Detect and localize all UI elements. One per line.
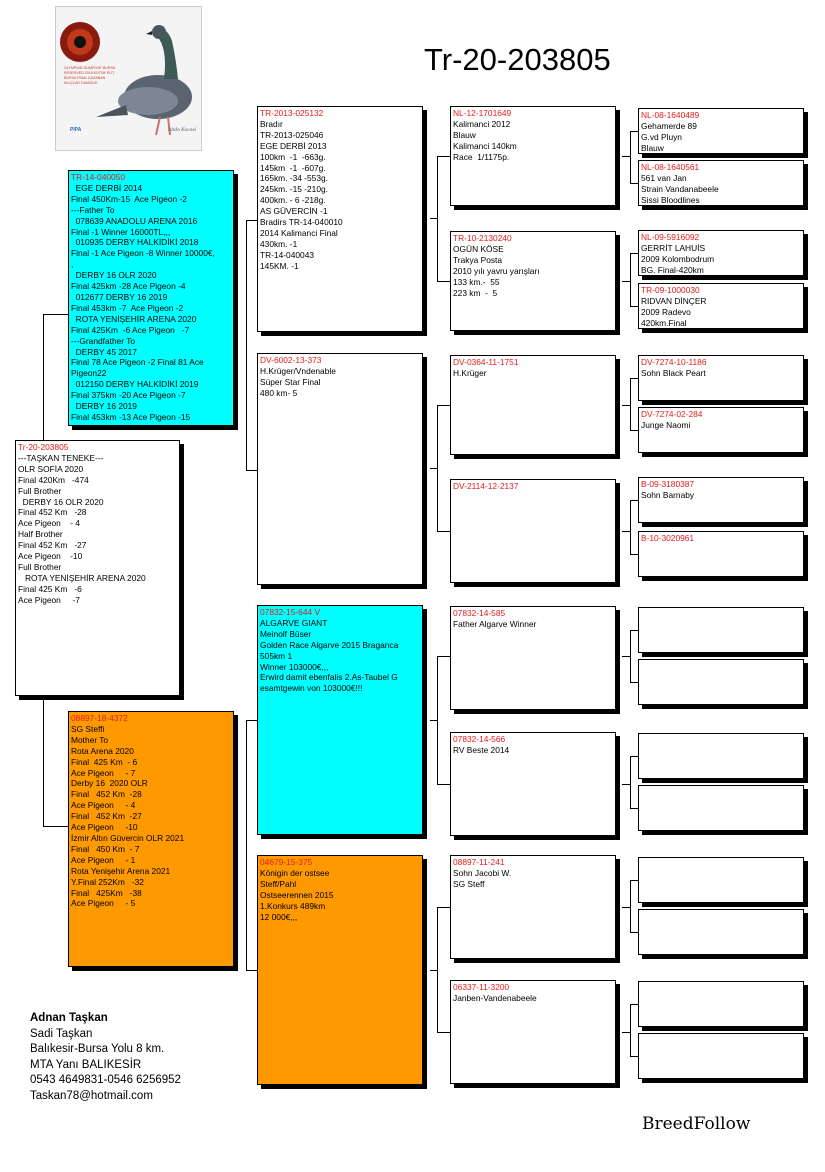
detail-line: 145KM. -1 xyxy=(260,260,299,271)
connector-line xyxy=(43,314,44,440)
detail-line: Mother To xyxy=(71,734,109,745)
gen5-card[interactable] xyxy=(638,659,804,705)
detail-line: 223 km - 5 xyxy=(453,287,498,298)
detail-line: GERRİT LAHUİS xyxy=(641,242,706,253)
connector-line xyxy=(630,756,631,808)
sss-ring-id: NL-12-1701649 xyxy=(453,108,512,118)
dss-ring-id: 07832-14-585 xyxy=(453,608,506,618)
detail-line: Full Brother xyxy=(18,561,62,572)
dam-card[interactable] xyxy=(68,711,234,967)
gen5-ring-id: DV-7274-02-284 xyxy=(641,409,703,419)
connector-line xyxy=(430,720,437,721)
detail-line: SG Steffi xyxy=(71,723,105,734)
detail-line: Steff/Pahl xyxy=(260,878,297,889)
page-title: Tr-20-203805 xyxy=(424,42,611,77)
detail-line: 010935 DERBY HALKİDİKİ 2018 xyxy=(71,237,199,248)
detail-line: , xyxy=(71,259,74,270)
detail-line: Winner 103000€,,, xyxy=(260,661,329,672)
ssd-details xyxy=(453,244,613,299)
detail-line: 078639 ANADOLU ARENA 2016 xyxy=(71,215,198,226)
detail-line: ALGARVE GIANT xyxy=(260,617,328,628)
sdd-ring-id: DV-2114-12-2137 xyxy=(453,481,519,491)
detail-line: Final 425 Km - 6 xyxy=(71,756,138,767)
sire-sire-ring-id: TR-2013-025132 xyxy=(260,108,324,118)
gen5-ring-id: NL-08-1640489 xyxy=(641,110,700,120)
detail-line: Strain Vandanabeele xyxy=(641,183,719,194)
detail-line: Derby 16 2020 OLR xyxy=(71,778,148,789)
connector-line xyxy=(630,880,638,881)
gen5-card[interactable] xyxy=(638,531,804,577)
connector-line xyxy=(437,1032,450,1033)
detail-line: RV Beste 2014 xyxy=(453,744,510,755)
detail-line: Final 425Km -6 Ace Pigeon -7 xyxy=(71,324,190,335)
contact-line: Sadi Taşkan xyxy=(30,1027,93,1040)
ssd-card[interactable] xyxy=(450,231,616,331)
detail-line: Blauw xyxy=(641,142,664,153)
connector-line xyxy=(630,1004,631,1056)
detail-line: 145km -1 -607g. xyxy=(260,162,326,173)
detail-line: BG. Final-420km xyxy=(641,264,704,275)
gen5-card[interactable] xyxy=(638,1033,804,1079)
detail-line: 400km. - 6 -218g. xyxy=(260,195,326,206)
detail-line: 2009 Kolombodrum xyxy=(641,253,715,264)
detail-line: 1.Konkurs 489km xyxy=(260,900,326,911)
dds-ring-id: 08897-11-241 xyxy=(453,857,505,867)
detail-line: DERBY 45 2017 xyxy=(71,346,137,357)
detail-line: 420km.Final xyxy=(641,317,687,328)
connector-line xyxy=(622,784,630,785)
detail-line: Junge Naomi xyxy=(641,419,691,430)
connector-line xyxy=(437,281,450,282)
connector-line xyxy=(630,500,631,554)
detail-line: 165km. -34 -553g. xyxy=(260,173,328,184)
detail-line: 133 km.- 55 xyxy=(453,276,500,287)
detail-line: 505km 1 xyxy=(260,650,293,661)
dam-sire-details xyxy=(260,618,420,694)
detail-line: İzmir Altın Güvercin OLR 2021 xyxy=(71,832,185,843)
dds-card[interactable] xyxy=(450,855,616,959)
detail-line: Blauw xyxy=(453,129,476,140)
detail-line: Final 453km -13 Ace Pigeon -15 xyxy=(71,411,191,422)
connector-line xyxy=(246,426,247,470)
connector-line xyxy=(246,970,257,971)
dam-dam-card[interactable] xyxy=(257,855,423,1085)
detail-line: H.Krüger/Vndenable xyxy=(260,365,336,376)
gen5-ring-id: DV-7274-10-1186 xyxy=(641,357,707,367)
connector-line xyxy=(630,378,638,379)
connector-line xyxy=(622,1032,630,1033)
detail-line: Ace Pigeon - 4 xyxy=(18,518,80,529)
detail-line: TR-2013-025046 xyxy=(260,129,324,140)
detail-line: Sohn Jacobi W. xyxy=(453,867,512,878)
dss-card[interactable] xyxy=(450,606,616,710)
subject-card[interactable] xyxy=(15,440,180,696)
detail-line: 245km. -15 -210g. xyxy=(260,184,328,195)
connector-line xyxy=(630,630,631,682)
connector-line xyxy=(246,470,257,471)
gen5-card[interactable] xyxy=(638,407,804,453)
detail-line: Final 78 Ace Pigeon -2 Final 81 Ace xyxy=(71,357,204,368)
sire-details xyxy=(71,183,231,423)
detail-line: Ace Pigeon -10 xyxy=(71,822,138,833)
connector-line xyxy=(630,880,631,932)
gen5-card[interactable] xyxy=(638,160,804,206)
gen5-card[interactable] xyxy=(638,230,804,276)
detail-line: EGE DERBİ 2013 xyxy=(260,140,327,151)
detail-line: Final 450 Km - 7 xyxy=(71,843,140,854)
dss-details xyxy=(453,619,613,630)
detail-line: Race 1/1175p. xyxy=(453,151,510,162)
pigeon-photo xyxy=(55,6,202,151)
dds-details xyxy=(453,868,613,890)
detail-line: SG Steff xyxy=(453,878,485,889)
detail-line: DERBY 16 2019 xyxy=(71,401,137,412)
detail-line: Ostseerennen 2015 xyxy=(260,889,334,900)
detail-line: Rota Yenişehir Arena 2021 xyxy=(71,865,171,876)
detail-line: Final 452 Km -28 xyxy=(18,507,87,518)
sire-sire-details xyxy=(260,119,420,272)
breeder-name: Adnan Taşkan xyxy=(30,1012,108,1024)
contact-email[interactable]: Taskan78@hotmail.com xyxy=(30,1089,153,1102)
detail-line: Rota Arena 2020 xyxy=(71,745,134,756)
detail-line: Half Brother xyxy=(18,529,63,540)
connector-line xyxy=(246,720,257,721)
gen5-card[interactable] xyxy=(638,909,804,955)
detail-line: Final 452 Km -27 xyxy=(18,540,87,551)
connector-line xyxy=(437,907,450,908)
pigeon-image xyxy=(56,7,201,150)
connector-line xyxy=(437,405,438,531)
detail-line: Süper Star Final xyxy=(260,376,321,387)
connector-line xyxy=(437,784,450,785)
connector-line xyxy=(43,700,44,826)
connector-line xyxy=(630,131,638,132)
sire-sire-card[interactable] xyxy=(257,106,423,332)
detail-line: Erwird damit ebenfalis 2.As-Taubel G xyxy=(260,672,398,683)
connector-line xyxy=(246,220,257,221)
detail-line: H.Krüger xyxy=(453,367,487,378)
detail-line: ROTA YENİŞEHİR ARENA 2020 xyxy=(71,313,197,324)
connector-line xyxy=(430,970,437,971)
detail-line: ---TAŞKAN TENEKE--- xyxy=(18,452,104,463)
dsd-ring-id: 07832-14-566 xyxy=(453,734,506,744)
dam-ring-id: 08897-18-4372 xyxy=(71,713,128,723)
connector-line xyxy=(437,405,450,406)
detail-line: 480 km- 5 xyxy=(260,387,298,398)
gen5-card[interactable] xyxy=(638,733,804,779)
detail-line: Meinolf Büser xyxy=(260,628,312,639)
contact-line: Balıkesir-Bursa Yolu 8 km. xyxy=(30,1043,165,1055)
sire-dam-ring-id: DV-6002-13-373 xyxy=(260,355,322,365)
connector-line xyxy=(430,218,437,219)
detail-line: Final 452 Km -27 xyxy=(71,811,142,822)
detail-line: G.vd Pluyn xyxy=(641,131,682,142)
detail-line: Sissi Bloodlines xyxy=(641,194,700,205)
connector-line xyxy=(630,1004,638,1005)
contact-phone: 0543 4649831-0546 6256952 xyxy=(30,1074,181,1086)
detail-line: Final 425km -28 Ace Pigeon -4 xyxy=(71,281,186,292)
detail-line: Bradirs TR-14-040010 xyxy=(260,217,343,228)
connector-line xyxy=(437,656,450,657)
sire-dam-card[interactable] xyxy=(257,353,423,585)
detail-line: Father Algarve Winner xyxy=(453,618,537,629)
detail-line: Janben-Vandenabeele xyxy=(453,992,537,1003)
dam-details xyxy=(71,724,231,909)
gen5-card[interactable] xyxy=(638,981,804,1027)
detail-line: DERBY 16 OLR 2020 xyxy=(71,270,157,281)
connector-line xyxy=(630,554,638,555)
connector-line xyxy=(630,253,631,306)
detail-line: Ace Pigeon - 1 xyxy=(71,854,136,865)
connector-line xyxy=(630,682,638,683)
gen5-card[interactable] xyxy=(638,785,804,831)
connector-line xyxy=(437,907,438,1032)
connector-line xyxy=(622,531,630,532)
gen5-ring-id: B-09-3180387 xyxy=(641,479,695,489)
sds-details xyxy=(453,368,613,379)
detail-line: Trakya Posta xyxy=(453,254,503,265)
detail-line: Sohn Barnaby xyxy=(641,489,695,500)
ssd-ring-id: TR-10-2130240 xyxy=(453,233,512,243)
sire-dam-details xyxy=(260,366,420,399)
detail-line: 12 000€,,, xyxy=(260,911,298,922)
connector-line xyxy=(630,756,638,757)
connector-line xyxy=(430,468,437,469)
connector-line xyxy=(246,720,247,840)
detail-line: Kalimanci 140km xyxy=(453,140,517,151)
dam-sire-ring-id: 07832-15-644 V xyxy=(260,607,321,617)
connector-line xyxy=(630,306,638,307)
gen5-ring-id: NL-09-5916092 xyxy=(641,232,700,242)
detail-line: Golden Race Algarve 2015 Braganca xyxy=(260,639,399,650)
connector-line xyxy=(437,156,438,281)
ddd-card[interactable] xyxy=(450,980,616,1084)
dsd-details xyxy=(453,745,613,756)
connector-line xyxy=(630,378,631,430)
connector-line xyxy=(630,131,631,183)
detail-line: Final 425 Km -6 xyxy=(18,583,82,594)
detail-line: Pigeon22 xyxy=(71,368,107,379)
detail-line: Final 425Km -38 xyxy=(71,887,142,898)
connector-line xyxy=(246,220,247,426)
gen5-card[interactable] xyxy=(638,283,804,329)
detail-line: ---Father To xyxy=(71,204,115,215)
connector-line xyxy=(630,253,638,254)
contact-line: MTA Yanı BALIKESİR xyxy=(30,1058,142,1071)
connector-line xyxy=(437,656,438,784)
detail-line: 100km -1 -663g. xyxy=(260,151,326,162)
photo-signature: Abdo Kocosi xyxy=(168,128,197,133)
connector-line xyxy=(622,907,630,908)
detail-line: TR-14-040043 xyxy=(260,249,315,260)
detail-line: Final 420Km -474 xyxy=(18,474,89,485)
detail-line: ---Grandfather To xyxy=(71,335,136,346)
detail-line: AS GÜVERCİN -1 xyxy=(260,206,328,217)
gen5-card[interactable] xyxy=(638,857,804,903)
detail-line: Ace Pigeon -7 xyxy=(18,594,80,605)
detail-line: Full Brother xyxy=(18,485,62,496)
gen5-ring-id: B-10-3020961 xyxy=(641,533,695,543)
detail-line: 012677 DERBY 16 2019 xyxy=(71,291,168,302)
detail-line: EGE DERBİ 2014 xyxy=(71,182,143,193)
gen5-card[interactable] xyxy=(638,477,804,523)
photo-text-4: KILIÇLAR DAMIZLIK xyxy=(64,81,98,85)
detail-line: 561 van Jan xyxy=(641,172,687,183)
connector-line xyxy=(630,630,638,631)
detail-line: 2009 Radevo xyxy=(641,306,691,317)
sire-ring-id: TR-14-040050 xyxy=(71,172,126,182)
sss-details xyxy=(453,119,613,163)
detail-line: ROTA YENİŞEHİR ARENA 2020 xyxy=(18,572,146,583)
connector-line xyxy=(43,314,68,315)
detail-line: DERBY 16 OLR 2020 xyxy=(18,496,104,507)
dam-dam-details xyxy=(260,868,420,923)
dsd-card[interactable] xyxy=(450,732,616,836)
detail-line: Königin der ostsee xyxy=(260,867,330,878)
gen5-ring-id: NL-08-1640561 xyxy=(641,162,700,172)
connector-line xyxy=(630,500,638,501)
detail-line: Final -1 Winner 16000TL,,, xyxy=(71,226,171,237)
connector-line xyxy=(437,156,450,157)
dam-dam-ring-id: 04679-15-375 xyxy=(260,857,313,867)
connector-line xyxy=(630,1056,638,1057)
subject-ring-id: Tr-20-203805 xyxy=(18,442,69,452)
detail-line: Ace Pigeon - 5 xyxy=(71,898,136,909)
detail-line: Final 375km -20 Ace Pigeon -7 xyxy=(71,390,186,401)
detail-line: Final -1 Ace Pigeon -8 Winner 10000€, xyxy=(71,248,215,259)
ddd-ring-id: 06337-11-3200 xyxy=(453,982,510,992)
connector-line xyxy=(43,826,68,827)
detail-line: OGÜN KÖSE xyxy=(453,243,504,254)
detail-line: Y.Final 252Km -32 xyxy=(71,876,144,887)
connector-line xyxy=(437,531,450,532)
breeder-contact xyxy=(30,1011,181,1104)
photo-text-2: RESERVED 2018 KÜTÜK ELİT xyxy=(64,71,115,75)
detail-line: RIDVAN DİNÇER xyxy=(641,295,707,306)
connector-line xyxy=(622,281,630,282)
connector-line xyxy=(630,932,638,933)
ddd-details xyxy=(453,993,613,1004)
gen5-card[interactable] xyxy=(638,607,804,653)
sire-card[interactable] xyxy=(68,170,234,426)
detail-line: Ace Pigeon - 7 xyxy=(71,767,136,778)
connector-line xyxy=(246,840,247,970)
subject-details xyxy=(18,453,177,606)
connector-line xyxy=(630,430,638,431)
sdd-card[interactable] xyxy=(450,479,616,583)
detail-line: 2014 Kalimanci Final xyxy=(260,227,338,238)
connector-line xyxy=(622,156,630,157)
detail-line: Sohn Black Peart xyxy=(641,367,706,378)
sds-card[interactable] xyxy=(450,355,616,455)
detail-line: Bradır xyxy=(260,118,283,129)
detail-line: 012150 DERBY HALKİDİKİ 2019 xyxy=(71,379,199,390)
detail-line: Final 452 Km -28 xyxy=(71,789,142,800)
photo-text-3: BURSA FİNAL KAZANAN xyxy=(64,76,106,80)
connector-line xyxy=(630,183,638,184)
dam-sire-card[interactable] xyxy=(257,605,423,835)
connector-line xyxy=(622,656,630,657)
detail-line: OLR SOFİA 2020 xyxy=(18,463,84,474)
detail-line: Ace Pigeon -10 xyxy=(18,551,83,562)
pipa-logo: PIPA xyxy=(70,127,82,133)
sss-card[interactable] xyxy=(450,106,616,206)
detail-line: 2010 yılı yavru yarışları xyxy=(453,265,540,276)
detail-line: Final 450Km-15 Ace Pigeon -2 xyxy=(71,193,187,204)
detail-line: esamtgewin von 103000€!!! xyxy=(260,683,363,694)
photo-text-1: OLYMPIAD OLIMPIYAT BURSA xyxy=(64,66,116,70)
detail-line: Gehamerde 89 xyxy=(641,120,697,131)
detail-line: Kalimanci 2012 xyxy=(453,118,511,129)
sds-ring-id: DV-0364-11-1751 xyxy=(453,357,519,367)
gen5-card[interactable] xyxy=(638,108,804,154)
gen5-ring-id: TR-09-1000030 xyxy=(641,285,700,295)
connector-line xyxy=(630,808,638,809)
connector-line xyxy=(622,405,630,406)
gen5-card[interactable] xyxy=(638,355,804,401)
detail-line: Final 453km -7 Ace Pigeon -2 xyxy=(71,302,184,313)
detail-line: 430km. -1 xyxy=(260,238,298,249)
detail-line: Ace Pigeon - 4 xyxy=(71,800,136,811)
breedfollow-logo: BreedFollow xyxy=(642,1114,751,1134)
